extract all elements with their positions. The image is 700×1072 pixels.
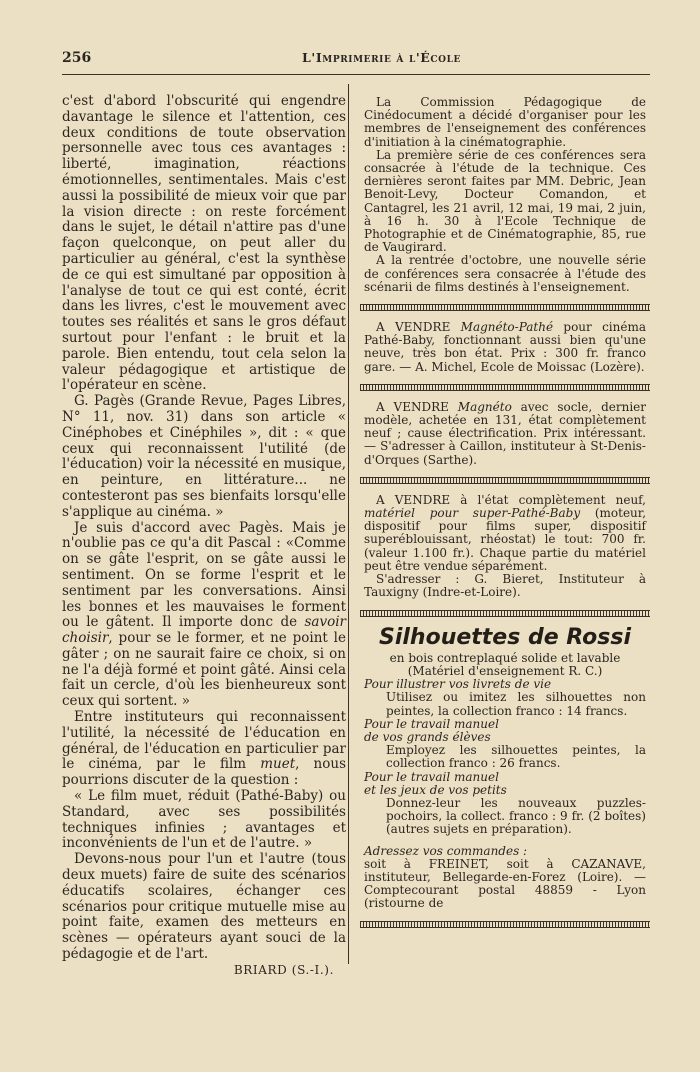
ad-text xyxy=(364,401,646,467)
text-run: A VENDRE à l'état complètement neuf, xyxy=(376,492,646,507)
notice-paragraph: La première série de ces conférences sera consacrée à l'étude de la technique. Ces dernières seront faites par MM. Debric, Jean Benoit-Levy, Docteur Comandon, et Cantagrel, les 21 avril, 12 mai, 19 mai, 2 juin, à 16 h. 30 à l'Ecole Technique de Photographie et de Cinématographie, 85, rue de Vaugirard. xyxy=(364,147,646,255)
column-divider xyxy=(348,84,349,964)
article-paragraph: Devons-nous pour l'un et l'autre (tous deux muets) faire de suite des scénarios éducatifs scolaires, échanger ces scénarios pour critique mutuelle mise au point faite, examen des metteurs en scènes — opérateurs ayant souci de la pédagogie et de l'art. xyxy=(62,851,346,963)
text-run: Entre instituteurs qui reconnaissent l'utilité, la nécessité de l'éducation en général, de l'éducation en particulier par le cinéma, par le film xyxy=(62,709,346,773)
text-run: avec socle, dernier modèle, achetée en 131, état complètement neuf ; cause électrification. Prix intéressant. — S'adresser à Caillon, instituteur à St-Denis-d'Orques (Sarthe). xyxy=(364,399,647,467)
rossi-advertisement xyxy=(360,624,650,911)
ad-title: Silhouettes de Rossi xyxy=(378,624,631,650)
ad-item: Donnez-leur les nouveaux puzzles-pochoirs, la collect. franco : 9 fr. (2 boîtes) (autres sujets en préparation). xyxy=(386,795,646,837)
ornamental-rule xyxy=(360,477,650,484)
ad-subheading: Pour le travail manuel xyxy=(364,769,499,784)
classified-ad xyxy=(360,494,650,600)
text-run: Je suis d'accord avec Pagès. Mais je n'oublie pas ce qu'a dit Pascal : «Comme on se gâte l'esprit, on se gâte aussi le sentiment. On se forme l'esprit et le sentiment par les conversations. Ainsi les bonnes et les mauvaises le forment ou le gâtent. Il importe donc de xyxy=(62,519,346,631)
commission-notice xyxy=(360,96,650,294)
classified-ad xyxy=(360,401,650,467)
text-run: pour cinéma Pathé-Baby, fonctionnant aussi bien qu'une neuve, très bon état. Prix : 300 fr. franco gare. — A. Michel, Ecole de Moissac (Lozère). xyxy=(364,320,646,374)
ornamental-rule xyxy=(360,304,650,311)
article-paragraph: c'est d'abord l'obscurité qui engendre davantage le silence et l'attention, ces deux conditions de toute observation personnelle avec tous ces avantages : liberté, imagination, réactions émotionnelles, sentimentales. Mais c'est aussi la possibilité de mieux voir que par la vision directe : on reste forcément dans le sujet, le détail n'attire pas d'une façon quelconque, on peut aller du particulier au général, c'est la synthèse de ce qui est simultané par opposition à l'analyse de tout ce qui est conté, écrit dans les livres, c'est le mouvement avec toutes ses réalités et sans le gros défaut surtout pour l'enfant : le bruit et la parole. Bien entendu, tout cela selon la valeur pédagogique et artistique de l'opérateur en scène. xyxy=(62,93,346,394)
emphasis: muet xyxy=(260,756,296,773)
author-signature: BRIARD (S.-I.). xyxy=(233,962,334,977)
ad-subtitle: en bois contreplaqué solide et lavable xyxy=(389,650,621,665)
ad-subheading: Pour le travail manuel xyxy=(364,716,499,731)
ad-subheading: Pour illustrer vos livrets de vie xyxy=(364,677,552,692)
notice-paragraph: La Commission Pédagogique de Cinédocument a décidé d'organiser pour les membres de l'enseignement des conférences d'initiation à la cinématographie. xyxy=(364,95,646,149)
ornamental-rule xyxy=(360,384,650,391)
page-header xyxy=(62,50,650,70)
ad-subheading: de vos grands élèves xyxy=(364,729,491,744)
text-run: A VENDRE xyxy=(376,320,461,335)
emphasis: matériel pour super-Pathé-Baby xyxy=(364,506,581,521)
running-title: L'Imprimerie à l'École xyxy=(302,50,462,65)
classified-ad xyxy=(360,321,650,374)
text-run: , pour se le former, et ne point le gâter ; on ne saurait faire ce choix, si on ne l'a déjà formé et point gâté. Ainsi cela fait un cercle, d'où les bienheureux sont ceux qui sortent. » xyxy=(62,630,346,710)
emphasis: Magnéto-Pathé xyxy=(460,320,554,335)
left-column-article xyxy=(62,94,346,979)
ad-subheading: et les jeux de vos petits xyxy=(364,782,507,797)
ad-item: Employez les silhouettes peintes, la collection franco : 26 francs. xyxy=(386,743,646,771)
ad-text xyxy=(364,494,646,573)
text-run: , nous pourrions discuter de la question : xyxy=(62,756,347,789)
right-column xyxy=(360,96,650,938)
ornamental-rule xyxy=(360,921,650,928)
ad-contact: S'adresser : G. Bieret, Instituteur à Tauxigny (Indre-et-Loire). xyxy=(364,572,646,600)
ornamental-rule xyxy=(360,610,650,617)
ad-text xyxy=(364,321,646,374)
text-run: A VENDRE xyxy=(376,399,458,414)
header-rule xyxy=(62,74,650,75)
article-paragraph xyxy=(62,710,346,789)
article-paragraph: G. Pagès (Grande Revue, Pages Libres, N° 11, nov. 31) dans son article « Cinéphobes et Cinéphiles », dit : « que ceux qui reconnaissent l'utilité (de l'éducation) voir la nécessité en musique, en peinture, en littérature... ne contesteront pas ses bienfaits lorsqu'elle s'applique au cinéma. » xyxy=(62,393,347,520)
ad-subtitle: (Matériel d'enseignement R. C.) xyxy=(407,663,603,678)
article-paragraph xyxy=(62,521,346,711)
ad-item: Utilisez ou imitez les silhouettes non peintes, la collection franco : 14 francs. xyxy=(386,690,646,718)
ad-contact: soit à FREINET, soit à CAZANAVE, instituteur, Bellegarde-en-Forez (Loire). — Comptecourant postal 48859 - Lyon (ristourne de xyxy=(364,856,646,911)
article-quote: « Le film muet, réduit (Pathé-Baby) ou Standard, avec ses possibilités techniques infinies ; avantages et inconvénients de l'un et de l'autre. » xyxy=(62,788,346,852)
emphasis: savoir choisir xyxy=(62,614,346,647)
notice-paragraph: A la rentrée d'octobre, une nouvelle série de conférences sera consacrée à l'étude des scénarii de films destinés à l'enseignement. xyxy=(364,253,646,294)
ad-orders-heading: Adressez vos commandes : xyxy=(364,843,528,858)
page-number: 256 xyxy=(62,50,92,66)
text-run: (moteur, dispositif pour films super, dispositif superéblouissant, rhéostat) le tout: 700 fr. (valeur 1.100 fr.). Chaque partie du matériel peut être vendue séparément. xyxy=(364,506,647,573)
emphasis: Magnéto xyxy=(457,399,512,414)
